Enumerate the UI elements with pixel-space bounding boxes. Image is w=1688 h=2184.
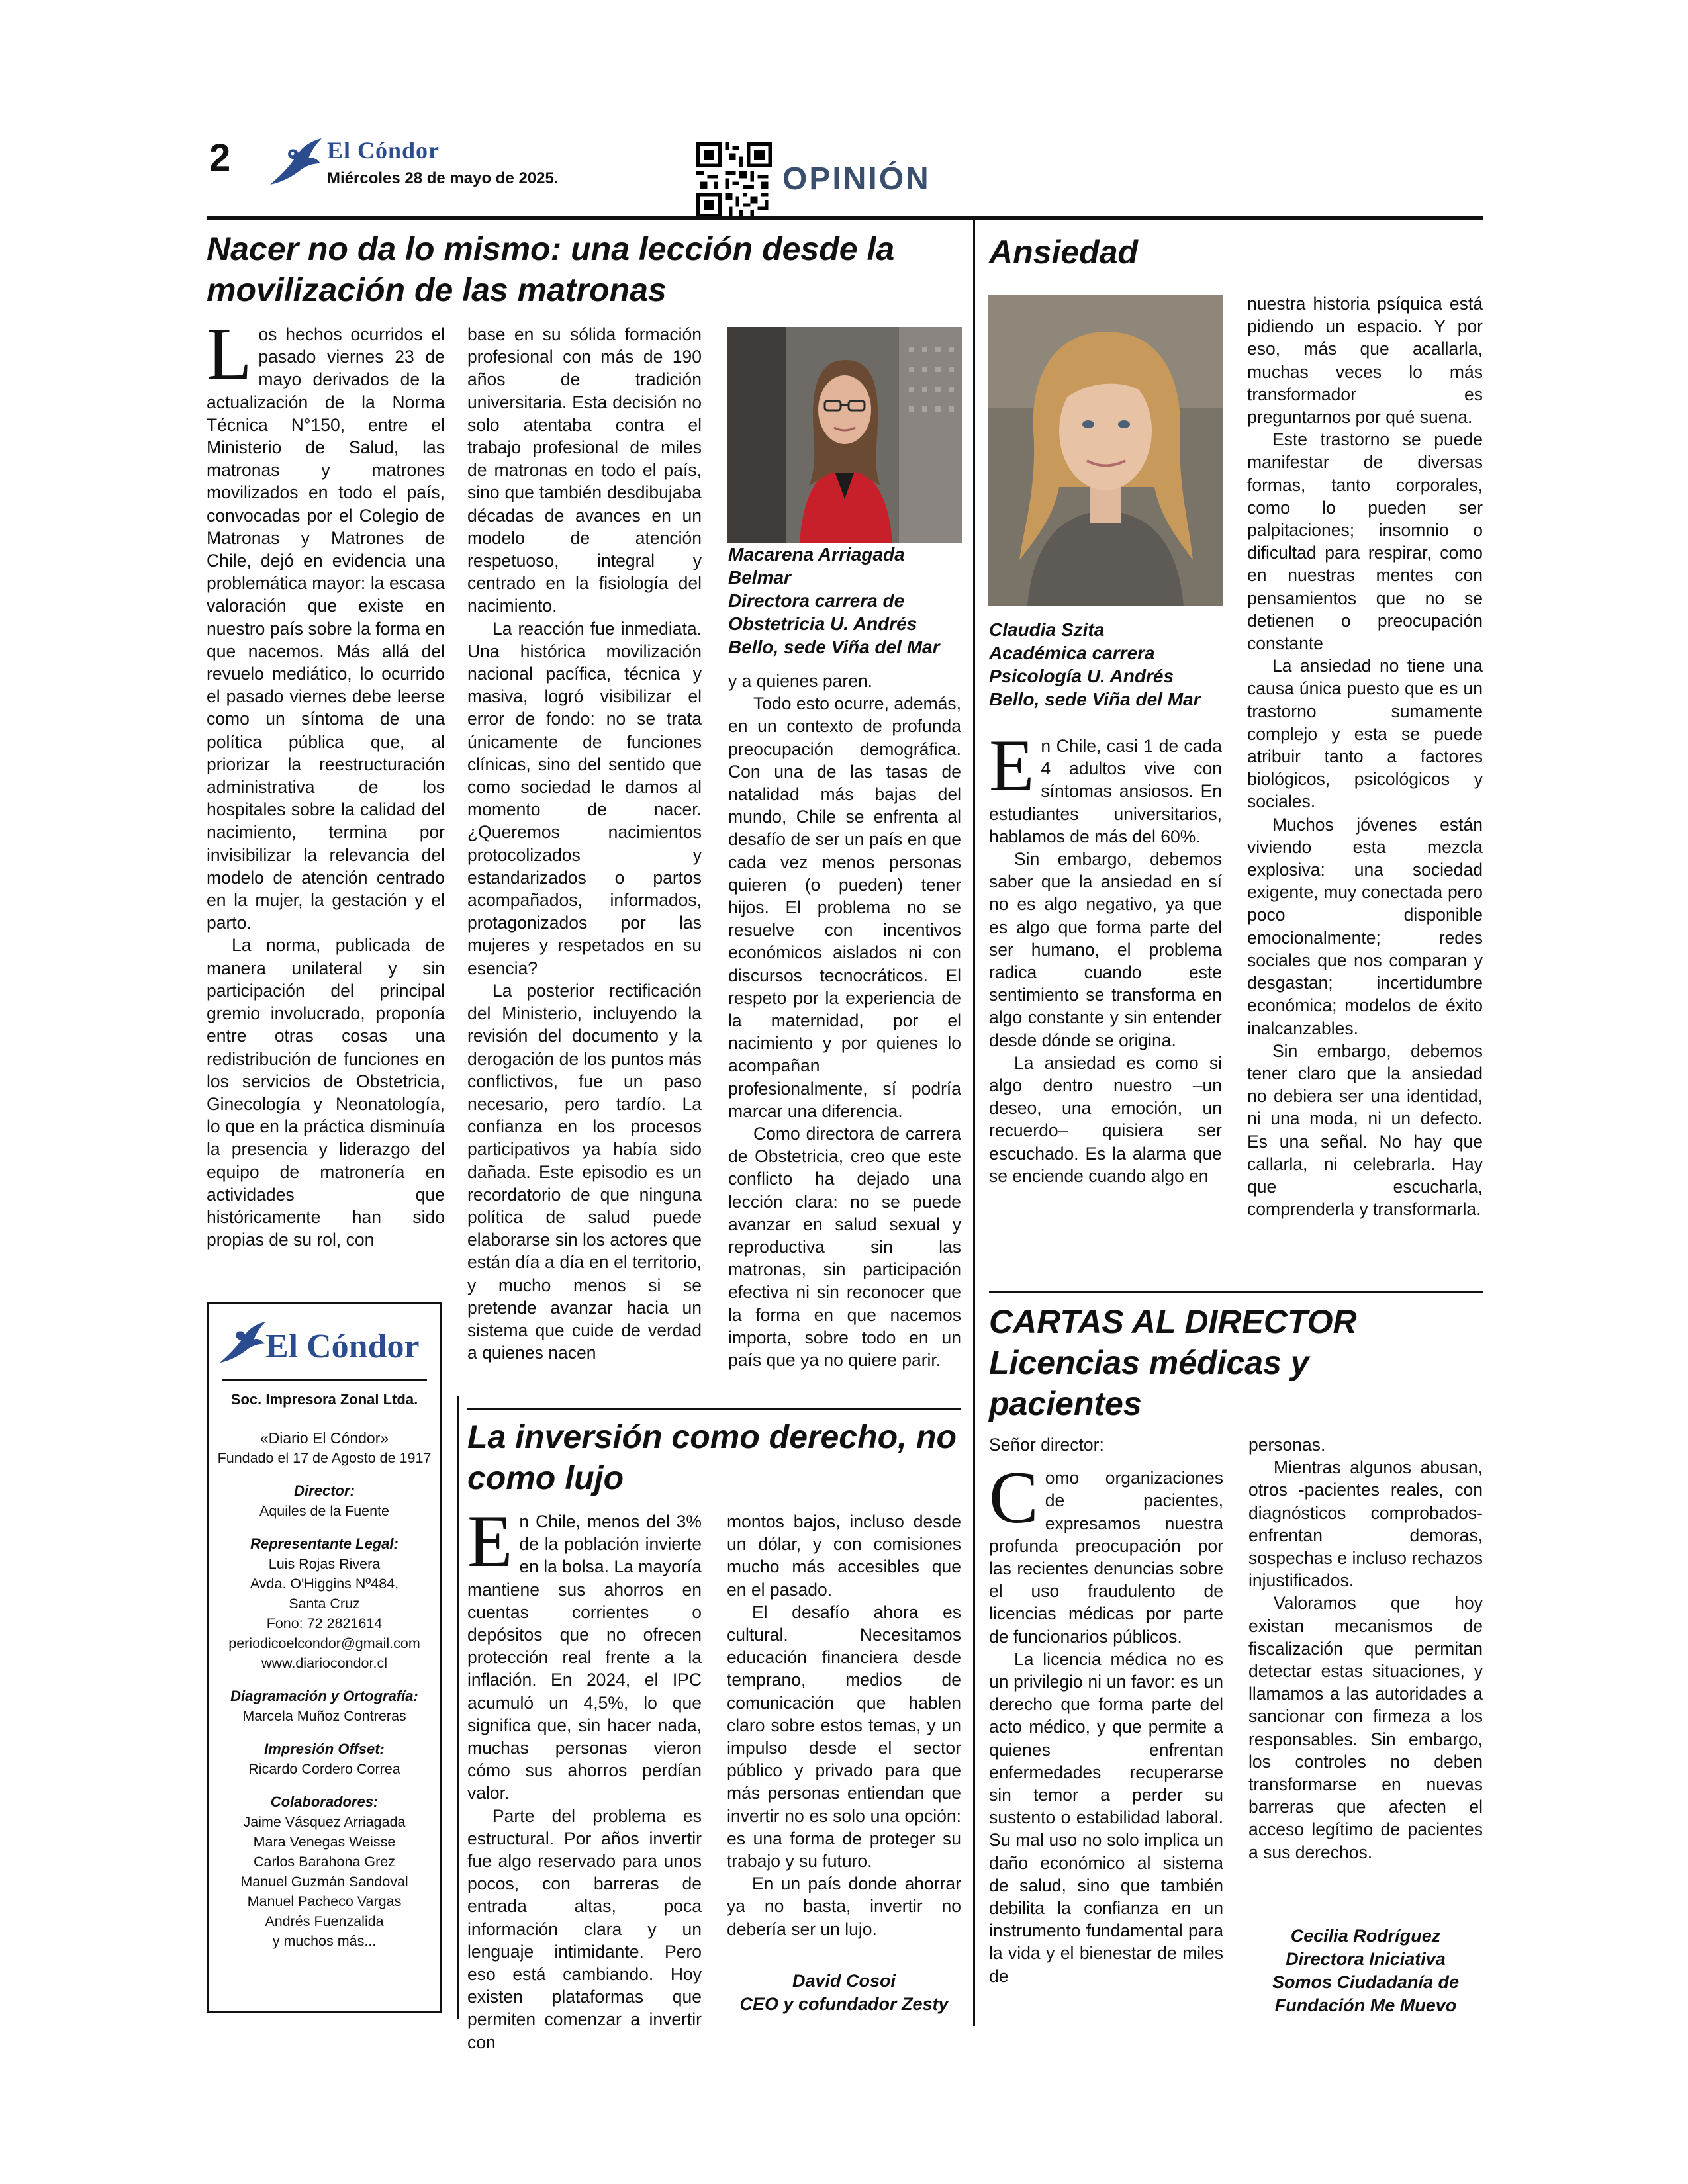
paragraph: La norma, publicada de manera unilateral y sin participación del principal gremio involucrado, proponía entre otras cosas una redistribución de funciones en los servicios de Obstetricia, Ginecología y Neonatología, lo que en la práctica disminuía la presencia y liderazgo del equipo de matronería en actividades que históricamente han sido propias de su rol, con: [207, 935, 445, 1250]
dropcap: E: [989, 725, 1035, 807]
author-caption: Macarena Arriagada Belmar Directora carrera de Obstetricia U. Andrés Bello, sede Viña del Mar: [728, 544, 940, 657]
paragraph: La ansiedad es como si algo dentro nuestro –un deseo, una emoción, un recuerdo– quisiera ser escuchado. Es la alarma que se enciende cuando algo en: [989, 1052, 1222, 1186]
dropcap: C: [989, 1457, 1039, 1539]
paper-name: El Cóndor: [327, 137, 440, 163]
legal-label: Representante Legal:: [250, 1535, 399, 1552]
email-link[interactable]: periodicoelcondor@gmail.com: [228, 1635, 420, 1651]
paragraph: Como directora de carrera de Obstetricia, creo que este conflicto ha dejado una lección clara: no se puede avanzar en salud sexual y reproductiva sin las matronas, sin participación efectiva ni sin reconocer que la forma en que nacemos importa, sobre todo en un país que ya no quiere parir.: [728, 1124, 961, 1371]
condor-logo-icon: [215, 1319, 268, 1369]
cartas-title: CARTAS AL DIRECTOR Licencias médicas y pacientes: [989, 1303, 1357, 1422]
ansiedad-col1: [989, 725, 1222, 1187]
paragraph: El desafío ahora es cultural. Necesitamos educación financiera desde temprano, medios de comunicación que hablen claro sobre estos temas, y un impulso desde el sector público y privado para que más personas entiendan que invertir no es solo una opción: es una forma de proteger su trabajo y su futuro.: [727, 1602, 961, 1872]
paragraph: nuestra historia psíquica está pidiendo un espacio. Y por eso, más que acallarla, muchas veces lo más transformador es preguntarnos por qué suena.: [1247, 294, 1483, 428]
page-number: 2: [209, 136, 231, 179]
phone: Fono: 72 2821614: [266, 1615, 383, 1631]
paragraph: Sin embargo, debemos saber que la ansiedad en sí no es algo negativo, ya que es algo que forma parte del ser humano, el problema radica cuando este sentimiento se transforma en algo constante y sin entender desde dónde se origina.: [989, 849, 1222, 1050]
masthead-divider: [457, 1396, 459, 2019]
paragraph: personas.: [1248, 1435, 1326, 1455]
cartas-col2: [1248, 1433, 1483, 1864]
salutation: Señor director:: [989, 1435, 1104, 1455]
inversion-col1: [467, 1500, 702, 2054]
condor-logo-icon: [265, 136, 324, 192]
issue-date: Miércoles 28 de mayo de 2025.: [327, 169, 559, 187]
website-link[interactable]: www.diariocondor.cl: [261, 1655, 387, 1671]
company-name: Soc. Impresora Zonal Ltda.: [230, 1391, 418, 1408]
paragraph: En un país donde ahorrar ya no basta, invertir no debería ser un lujo.: [727, 1874, 961, 1939]
article-matronas-col1: [207, 313, 445, 1251]
column-divider: [973, 220, 975, 2026]
author-photo: [727, 327, 962, 543]
author-photo: [988, 295, 1223, 606]
paragraph: base en su sólida formación profesional con más de 190 años de tradición universitaria. Esta decisión no solo atentaba contra el trabajo profesional de miles de matronas en todo el país, sino que también desdibujaba décadas de avances en un modelo de atención respetuoso, integral y centrado en la fisiología del nacimiento.: [467, 324, 702, 616]
director-label: Director:: [294, 1482, 355, 1499]
qr-code-icon[interactable]: [696, 142, 772, 218]
masthead-box: El Cóndor Soc. Impresora Zonal Ltda. «Diario El Cóndor» Fundado el 17 de Agosto de 1917 Director: Aquiles de la Fuente Representante Legal: Luis Rojas Rivera Avda. O'Higgins Nº484, Santa Cruz Fono: 72 2821614 periodicoelcondor@gmail.com www.diariocondor.cl Diagramación y Ortografía: Marcela Muñoz Contreras Impresión Offset: Ricardo Cordero Correa Colaboradores: Jaime Vásquez Arriagada Mara Venegas Weisse Carlos Barahona Grez Manuel Guzmán Sandoval Manuel Pacheco Vargas Andrés Fuenzalida y muchos más...: [207, 1302, 442, 2013]
author-signature: David Cosoi CEO y cofundador Zesty: [739, 1971, 949, 2014]
paragraph: omo organizaciones de pacientes, expresamos nuestra profunda preocupación por las recientes denuncias sobre el uso fraudulento de licencias médicas por parte de funcionarios públicos.: [989, 1468, 1223, 1647]
article-matronas-col2: [467, 323, 702, 1364]
masthead-logo-text: El Cóndor: [265, 1328, 420, 1365]
paragraph: n Chile, casi 1 de cada 4 adultos vive con síntomas ansiosos. En estudiantes universitarios, hablamos de más del 60%.: [989, 736, 1222, 846]
paragraph: Este trastorno se puede manifestar de diversas formas, tanto corporales, como lo pueden ser palpitaciones; insomnio o dificultad para respirar, como en nuestras mentes con pensamientos que no se detienen o preocupación constante: [1247, 430, 1483, 654]
paragraph: montos bajos, incluso desde un dólar, y con comisiones mucho más accesibles que en el pasado.: [727, 1512, 961, 1600]
ansiedad-col2: [1247, 293, 1483, 1220]
author-signature: Cecilia Rodríguez Directora Iniciativa Somos Ciudadanía de Fundación Me Muevo: [1272, 1926, 1460, 2015]
paragraph: Mientras algunos abusan, otros -pacientes reales, con diagnósticos comprobados- enfrentan demoras, sospechas e incluso rechazos injustificados.: [1248, 1457, 1483, 1591]
dropcap: L: [207, 313, 252, 395]
newspaper-name: «Diario El Cóndor»: [259, 1430, 389, 1447]
paragraph: n Chile, menos del 3% de la población invierte en la bolsa. La mayoría mantiene sus ahorros en cuentas corrientes o depósitos que no ofrecen protección real frente a la inflación. En 2024, el IPC acumuló un 4,5%, lo que significa que, sin hacer nada, muchas personas vieron cómo sus ahorros perdían valor.: [467, 1512, 702, 1803]
paragraph: Muchos jóvenes están viviendo esta mezcla explosiva: una sociedad exigente, muy conectada pero poco disponible emocionalmente; redes sociales que nos comparan y desgastan; incertidumbre económica; modelos de éxito inalcanzables.: [1247, 814, 1483, 1038]
paragraph: La posterior rectificación del Ministerio, incluyendo la revisión del documento y la derogación de los puntos más conflictivos, fue un paso necesario, pero tardío. La confianza en los procesos participativos ya había sido dañada. Este episodio es un recordatorio de que ninguna política de salud puede elaborarse sin los actores que están día a día en el territorio, y mucho menos si se pretende avanzar hacia un sistema que cuide de verdad a quienes nacen: [467, 980, 702, 1363]
paragraph: y a quienes paren.: [728, 671, 873, 691]
cartas-col1: [989, 1433, 1223, 1987]
paragraph: Todo esto ocurre, además, en un contexto de profunda preocupación demográfica. Con una de las tasas de natalidad más bajas del mundo, Chile se enfrenta al desafío de ser un país en que cada vez menos personas quieren (o pueden) tener hijos. El problema no se resuelve con incentivos económicos aislados ni con discursos tecnocráticos. El respeto por la experiencia de la maternidad, por el nacimiento y por quienes lo acompañan profesionalmente, sí podría marcar una diferencia.: [728, 694, 961, 1121]
founded-date: Fundado el 17 de Agosto de 1917: [217, 1450, 432, 1466]
author-caption: Claudia Szita Académica carrera Psicología U. Andrés Bello, sede Viña del Mar: [989, 619, 1201, 709]
director-name: Aquiles de la Fuente: [259, 1503, 390, 1519]
paragraph: La reacción fue inmediata. Una histórica movilización nacional pacífica, técnica y masiva, logró visibilizar el error de fondo: no se trata únicamente de funciones clínicas, sino del sentido que como sociedad le damos al momento de nacer. ¿Queremos nacimientos protocolizados y estandarizados o partos acompañados, informados, protagonizados por las mujeres y respetados en su esencia?: [467, 618, 702, 978]
header-rule: [207, 216, 1483, 220]
section-title: OPINIÓN: [782, 161, 931, 197]
article-matronas: [207, 228, 961, 310]
paragraph: La ansiedad no tiene una causa única puesto que es un trastorno sumamente complejo y esta se puede atribuir tanto a factores biológicos, psicológicos y sociales.: [1247, 656, 1483, 812]
inversion-col2: [727, 1510, 961, 1940]
paragraph: Valoramos que hoy existan mecanismos de fiscalización que permitan detectar estas situaciones, y llamamos a las autoridades a sancionar con firmeza a los responsables. Sin embargo, los controles no deben transformarse en nuevas barreras que afecten el acceso legítimo de pacientes a sus derechos.: [1248, 1593, 1483, 1862]
article-rule: [989, 1291, 1483, 1293]
article-matronas-col3: [728, 670, 961, 1371]
ansiedad-title: Ansiedad: [989, 234, 1139, 271]
inversion-title: La inversión como derecho, no como lujo: [467, 1418, 957, 1496]
paragraph: os hechos ocurridos el pasado viernes 23 de mayo derivados de la actualización de la Norma Técnica N°150, entre el Ministerio de Salud, las matronas y matrones movilizados en todo el país, convocadas por el Colegio de Matronas y Matrones de Chile, dejó en evidencia una problemática mayor: la escasa valoración que existe en nuestro país sobre la forma en que nacemos. Más allá del revuelo mediático, lo ocurrido el pasado viernes debe leerse como un síntoma de una política pública que, al priorizar la reestructuración administrativa de los hospitales sobre la calidad del nacimiento, termina por invisibilizar la relevancia del modelo de atención centrado en la mujer, la gestación y el parto.: [207, 324, 445, 933]
dropcap: E: [467, 1500, 513, 1582]
address: Avda. O'Higgins Nº484,: [250, 1576, 399, 1592]
article-rule: [467, 1408, 961, 1410]
article-title: Nacer no da lo mismo: una lección desde la movilización de las matronas: [207, 230, 895, 308]
paragraph: Sin embargo, debemos tener claro que la ansiedad no debiera ser una identidad, ni una moda, ni un defecto. Es una señal. No hay que callarla, ni celebrarla. Hay que escucharla, comprenderla y transformarla.: [1247, 1040, 1483, 1220]
paragraph: La licencia médica no es un privilegio ni un favor: es un derecho que forma parte del acto médico, y que permite a quienes enfrentan enfermedades recuperarse sin temor a perder su sustento o estabilidad laboral. Su mal uso no solo implica un daño económico al sistema de salud, sino que también debilita la confianza en un instrumento fundamental para la vida y el bienestar de miles de: [989, 1649, 1223, 1986]
paragraph: Parte del problema es estructural. Por años invertir fue algo reservado para unos pocos, con barreras de entrada altas, poca información clara y un lenguaje intimidante. Pero eso está cambiando. Hoy existen plataformas que permiten comenzar a invertir con: [467, 1805, 702, 2052]
